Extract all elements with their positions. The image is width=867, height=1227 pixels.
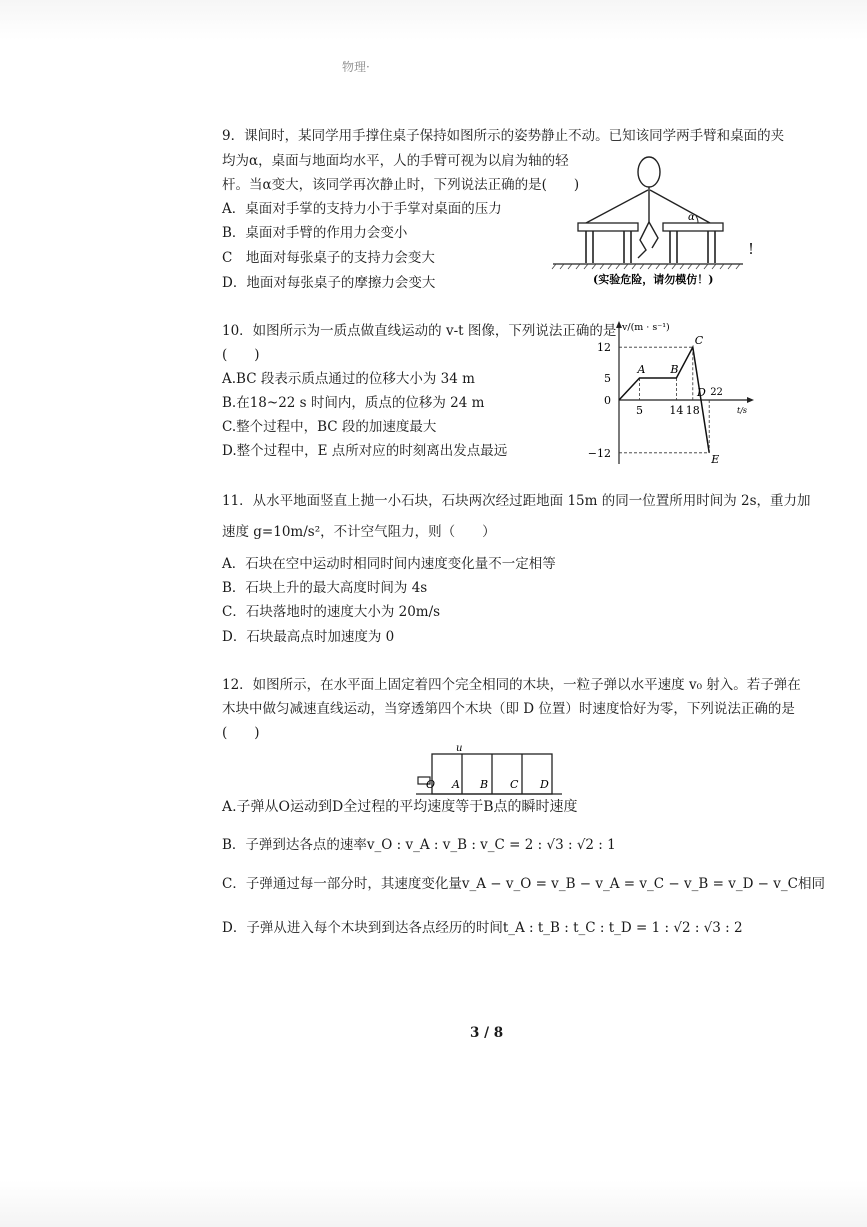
q9-option-b: B．桌面对手臂的作用力会变小 — [222, 225, 408, 241]
vt-y-tick-label: 12 — [597, 341, 611, 355]
q9-margin-mark: ! — [748, 240, 755, 258]
vt-x-tick-label: 22 — [710, 387, 723, 398]
vt-y-tick-label: −12 — [587, 446, 611, 460]
q9-option-c: C 地面对每张桌子的支持力会变大 — [222, 250, 435, 266]
q10-option-a: A.BC 段表示质点通过的位移大小为 34 m — [222, 371, 475, 387]
vt-point-label-d: D — [697, 386, 706, 399]
vt-point-label-e: E — [711, 452, 720, 466]
q10-option-d: D.整个过程中，E 点所对应的时刻离出发点最远 — [222, 443, 508, 459]
q9-stem-line3: 杆。当α变大，该同学再次静止时，下列说法正确的是( ) — [222, 177, 580, 193]
q12-option-b: B．子弹到达各点的速率v_O : v_A : v_B : v_C = 2 : √3 : √2 : 1 — [222, 837, 616, 853]
q9-angle-label: α — [688, 212, 695, 223]
q11-stem-line1: 11．从水平地面竖直上抛一小石块，石块两次经过距地面 15m 的同一位置所用时间为 2s，重力加 — [222, 493, 811, 509]
q12-label-b: B — [480, 778, 489, 791]
vt-y-tick-label: 5 — [604, 372, 611, 385]
vt-point-label-b: B — [670, 363, 679, 376]
q12-label-a: A — [452, 778, 460, 791]
q12-label-o: O — [426, 778, 436, 791]
vt-y-axis-label: v/(m · s⁻¹) — [622, 322, 670, 333]
vt-point-label-a: A — [637, 363, 646, 376]
q9-stem-line2: 均为α，桌面与地面均水平，人的手臂可视为以肩为轴的轻 — [222, 153, 569, 169]
q12-stem-line3: ( ) — [222, 725, 260, 741]
q11-option-b: B．石块上升的最大高度时间为 4s — [222, 580, 428, 596]
q9-figure-caption: (实验危险，请勿模仿！) — [593, 273, 714, 286]
q9-option-d: D．地面对每张桌子的摩擦力会变大 — [222, 275, 436, 291]
q11-option-a: A．石块在空中运动时相同时间内速度变化量不一定相等 — [222, 556, 556, 572]
q9-figure — [548, 150, 748, 290]
vt-x-tick-label: 14 — [669, 404, 684, 417]
q12-option-d: D．子弹从进入每个木块到到达各点经历的时间t_A : t_B : t_C : t_D = 1 : √2 : √3 : 2 — [222, 920, 743, 936]
q11-option-d: D．石块最高点时加速度为 0 — [222, 629, 395, 645]
vt-point-label-c: C — [694, 334, 704, 348]
q9-option-a: A．桌面对手掌的支持力小于手掌对桌面的压力 — [222, 201, 502, 217]
q12-velocity-label: u — [456, 743, 463, 754]
q11-option-c: C．石块落地时的速度大小为 20m/s — [222, 604, 441, 620]
vt-y-tick-label: 0 — [604, 394, 611, 407]
q12-figure — [412, 742, 567, 798]
q12-option-c: C．子弹通过每一部分时，其速度变化量v_A − v_O = v_B − v_A = v_C − v_B = v_D − v_C相同 — [222, 876, 825, 892]
q10-stem-line1: 10．如图所示为一质点做直线运动的 v-t 图像，下列说法正确的是 — [222, 323, 617, 339]
q11-stem-line2: 速度 g=10m/s²，不计空气阻力，则（ ） — [222, 524, 496, 540]
vt-x-tick-label: 5 — [636, 404, 643, 417]
header-mark: 物理· — [342, 60, 370, 74]
q10-stem-line2: ( ) — [222, 347, 260, 363]
q10-option-c: C.整个过程中，BC 段的加速度最大 — [222, 419, 437, 435]
q10-vt-chart — [585, 318, 760, 470]
page-number: 3 / 8 — [470, 1025, 504, 1041]
q12-label-c: C — [510, 778, 519, 791]
q12-option-a: A.子弹从O运动到D全过程的平均速度等于B点的瞬时速度 — [222, 799, 578, 815]
q12-label-d: D — [540, 778, 549, 791]
vt-x-tick-label: 18 — [685, 404, 700, 417]
q12-stem-line2: 木块中做匀减速直线运动，当穿透第四个木块（即 D 位置）时速度恰好为零，下列说法正确的是 — [222, 701, 795, 717]
vt-x-axis-label: t/s — [737, 406, 748, 415]
vt-x-arrow — [747, 397, 754, 403]
q9-stem-line1: 9．课间时，某同学用手撑住桌子保持如图所示的姿势静止不动。已知该同学两手臂和桌面的夹 — [222, 128, 785, 144]
q10-option-b: B.在18~22 s 时间内，质点的位移为 24 m — [222, 395, 485, 411]
q12-stem-line1: 12．如图所示，在水平面上固定着四个完全相同的木块，一粒子弹以水平速度 v₀ 射入。若子弹在 — [222, 677, 801, 693]
